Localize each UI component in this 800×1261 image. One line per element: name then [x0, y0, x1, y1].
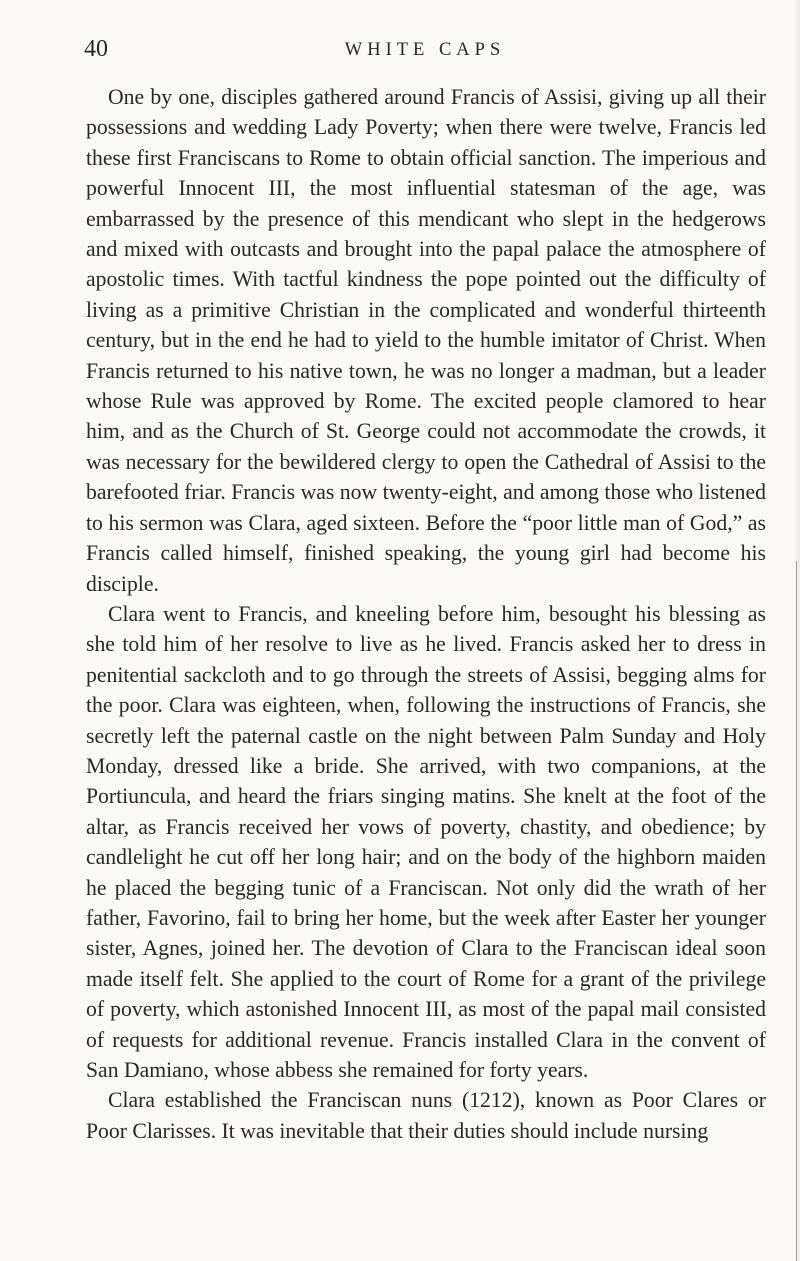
page-number: 40 [84, 36, 108, 62]
paragraph-1: One by one, disciples gathered around Francis of Assisi, giving up all their possessions and wedding Lady Poverty; when there were twelve, Francis led these first Franciscans to Rome to obtain official sanction. The imperious and powerful Innocent III, the most influential statesman of the age, was embarrassed by the presence of this mendicant who slept in the hedgerows and mixed with outcasts and brought into the papal palace the atmosphere of apostolic times. With tactful kindness the pope pointed out the difficulty of living as a primitive Christian in the complicated and wonderful thirteenth century, but in the end he had to yield to the humble imitator of Christ. When Francis returned to his native town, he was no longer a madman, but a leader whose Rule was approved by Rome. The excited people clamored to hear him, and as the Church of St. George could not accommodate the crowds, it was necessary for the bewildered clergy to open the Cathedral of Assisi to the barefooted friar. Francis was now twenty-eight, and among those who listened to his sermon was Clara, aged sixteen. Before the “poor little man of God,” as Francis called himself, finished speaking, the young girl had become his disciple. [86, 85, 766, 596]
page-edge-shadow [794, 0, 800, 1261]
page-edge-line [796, 561, 797, 1261]
running-title: WHITE CAPS [344, 40, 506, 60]
paragraph-3: Clara established the Franciscan nuns (1212), known as Poor Clares or Poor Clarisses. It was inevitable that their duties should include nursing [86, 1088, 766, 1143]
body-text [86, 82, 766, 1146]
running-head [84, 34, 766, 64]
paragraph-2: Clara went to Francis, and kneeling before him, besought his blessing as she told him of her resolve to live as he lived. Francis asked her to dress in penitential sackcloth and to go through the streets of Assisi, begging alms for the poor. Clara was eighteen, when, following the instructions of Francis, she secretly left the paternal castle on the night between Palm Sunday and Holy Monday, dressed like a bride. She arrived, with two companions, at the Portiuncula, and heard the friars singing matins. She knelt at the foot of the altar, as Francis received her vows of poverty, chastity, and obedience; by candlelight he cut off her long hair; and on the body of the highborn maiden he placed the begging tunic of a Franciscan. Not only did the wrath of her father, Favorino, fail to bring her home, but the week after Easter her younger sister, Agnes, joined her. The devotion of Clara to the Franciscan ideal soon made itself felt. She applied to the court of Rome for a grant of the privilege of poverty, which astonished Innocent III, as most of the papal mail consisted of requests for additional revenue. Francis installed Clara in the convent of San Damiano, whose abbess she remained for forty years. [86, 601, 766, 1082]
